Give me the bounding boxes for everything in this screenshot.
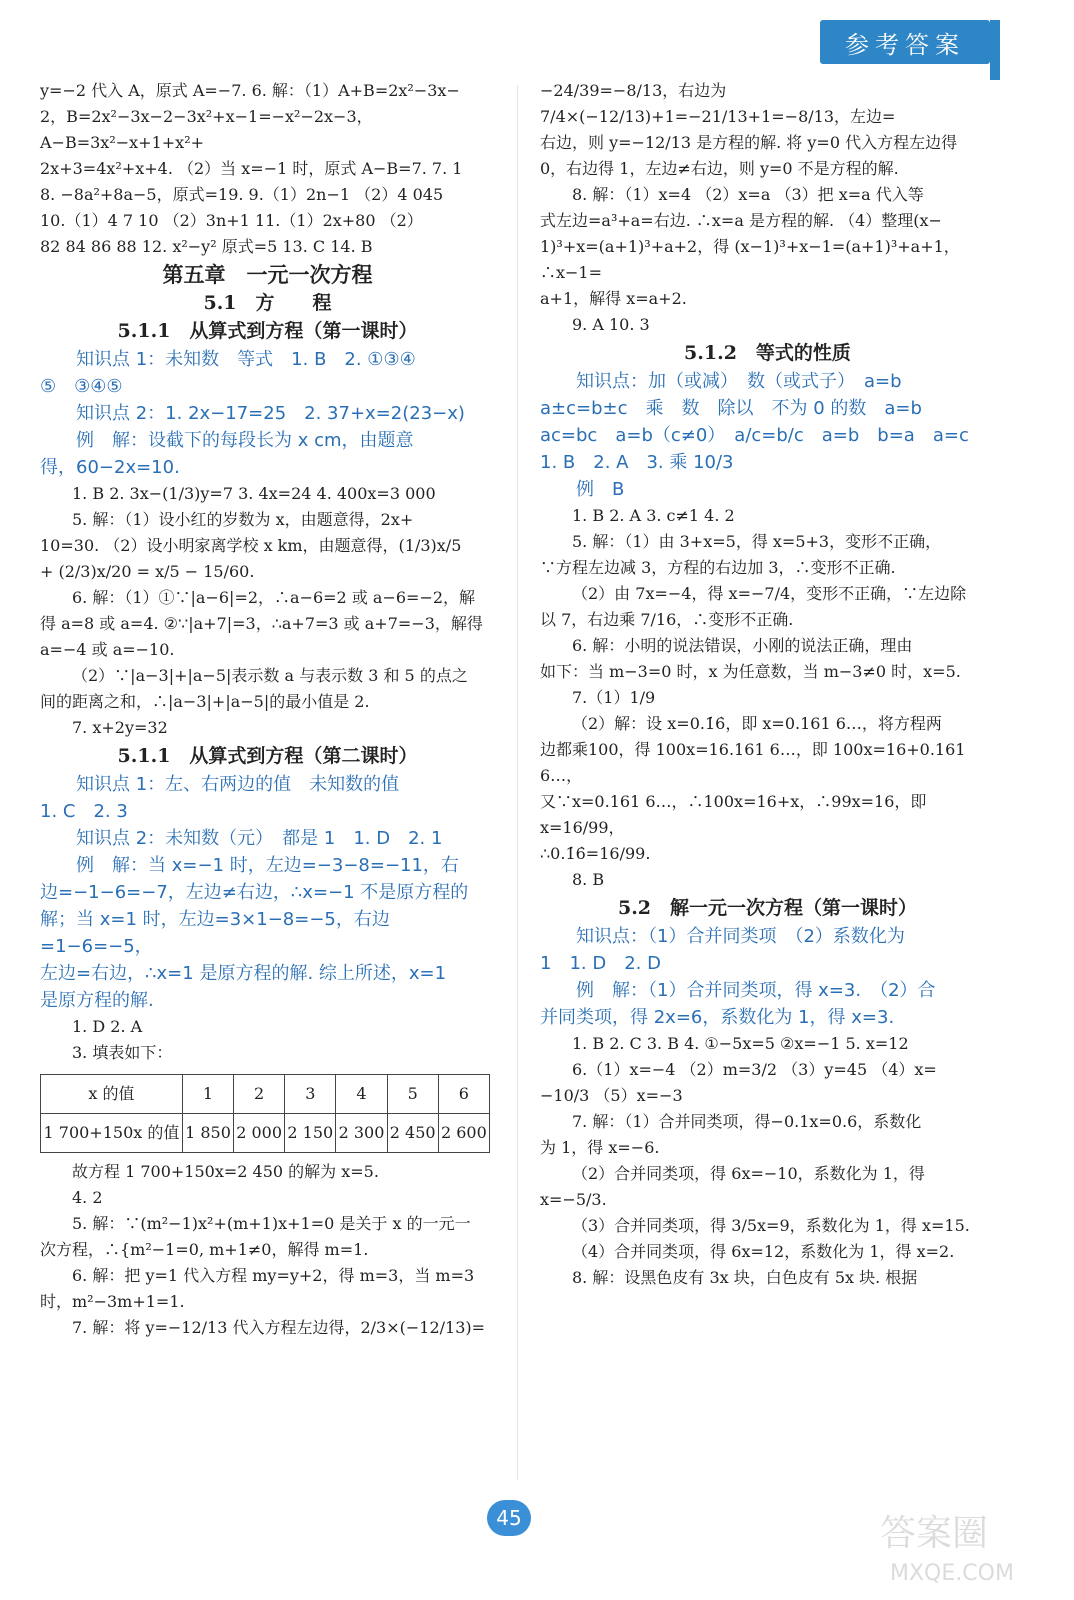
text-line: 6. 解：（1）①∵|a−6|=2，∴a−6=2 或 a−6=−2，解 (72, 588, 476, 607)
text-line: 6. 解：把 y=1 代入方程 my=y+2，得 m=3，当 m=3 (72, 1266, 475, 1285)
text-line: （2）解：设 x=0.1̇6̇，即 x=0.161 6…，将方程两 (572, 714, 942, 733)
left-column (40, 78, 495, 1341)
text-line: x=−5/3. (540, 1190, 607, 1209)
table-cell: 4 (336, 1075, 387, 1114)
right-column (540, 78, 995, 1291)
table-cell: 1 700+150x 的值 (41, 1114, 183, 1153)
column-divider (517, 85, 518, 1480)
text-line: 9. A 10. 3 (572, 315, 650, 334)
section-title: 5.2 解一元一次方程（第一课时） (617, 897, 918, 919)
text-line: 8. 解：设黑色皮有 3x 块，白色皮有 5x 块. 根据 (572, 1268, 918, 1287)
text-line: 7. x+2y=32 (72, 718, 168, 737)
text-line: a=−4 或 a=−10. (40, 640, 175, 659)
text-line: 4. 2 (72, 1188, 103, 1207)
text-line: 1. B 2. C 3. B 4. ①−5x=5 ②x=−1 5. x=12 (572, 1034, 909, 1053)
text-line: 6. 解：小明的说法错误，小刚的说法正确，理由 (572, 636, 913, 655)
text-line: 式左边=a³+a=右边. ∴x=a 是方程的解. （4）整理(x− (540, 211, 942, 230)
text-line: 边都乘100，得 100x=16.161 6…，即 100x=16+0.161 6…， (540, 740, 966, 785)
example-line: 例 解：当 x=−1 时，左边=−3−8=−11，右 (76, 855, 459, 876)
text-line: 10=30. （2）设小明家离学校 x km，由题意得，(1/3)x/5 (40, 536, 462, 555)
example-line: 并同类项，得 2x=6，系数化为 1，得 x=3. (540, 1007, 895, 1028)
table-cell: x 的值 (41, 1075, 183, 1114)
text-line: （3）合并同类项，得 3/5x=9，系数化为 1，得 x=15. (572, 1216, 970, 1235)
example-line: 是原方程的解. (40, 990, 154, 1011)
text-line: 次方程，∴{m²−1=0, m+1≠0，解得 m=1. (40, 1240, 369, 1259)
text-line: ∴0.1̇6̇=16/99. (540, 844, 651, 863)
text-line: 5. 解：∵(m²−1)x²+(m+1)x+1=0 是关于 x 的一元一 (72, 1214, 471, 1233)
text-line: 时，m²−3m+1=1. (40, 1292, 185, 1311)
example-line: 解；当 x=1 时，左边=3×1−8=−5，右边=1−6=−5， (40, 909, 390, 957)
text-line: 如下：当 m−3=0 时，x 为任意数，当 m−3≠0 时，x=5. (540, 662, 961, 681)
text-line: a+1，解得 x=a+2. (540, 289, 687, 308)
table-cell: 3 (285, 1075, 336, 1114)
value-table (40, 1074, 490, 1153)
text-line: 得 a=8 或 a=4. ②∵|a+7|=3，∴a+7=3 或 a+7=−3，解得 (40, 614, 483, 633)
subsection-title: 5.1.2 等式的性质 (684, 342, 851, 364)
text-line: （2）∵|a−3|+|a−5|表示数 a 与表示数 3 和 5 的点之 (72, 666, 468, 685)
text-line: 5. 解：（1）设小红的岁数为 x，由题意得，2x+ (72, 510, 414, 529)
text-line: 1. B 2. 3x−(1/3)y=7 3. 4x=24 4. 400x=3 000 (72, 484, 436, 503)
watermark-url: MXQE.COM (890, 1561, 1014, 1586)
chapter-title: 第五章 一元一次方程 (162, 262, 373, 287)
text-line: 以 7，右边乘 7/16，∴变形不正确. (540, 610, 794, 629)
text-line: （2）由 7x=−4，得 x=−7/4，变形不正确，∵左边除 (572, 584, 967, 603)
text-line: 1. B 2. A 3. c≠1 4. 2 (572, 506, 735, 525)
knowledge-point: a±c=b±c 乘 数 除以 不为 0 的数 a=b (540, 398, 922, 419)
example-line: 例 解：设截下的每段长为 x cm，由题意 (76, 430, 414, 451)
knowledge-point: ac=bc a=b（c≠0） a/c=b/c a=b b=a a=c (540, 425, 969, 446)
text-line: 右边，则 y=−12/13 是方程的解. 将 y=0 代入方程左边得 (540, 133, 958, 152)
text-line: 2x+3=4x²+x+4. （2）当 x=−1 时，原式 A−B=7. 7. 1 (40, 159, 463, 178)
example-line: 例 B (576, 479, 625, 500)
text-line: （2）合并同类项，得 6x=−10，系数化为 1，得 (572, 1164, 925, 1183)
knowledge-point: 1 1. D 2. D (540, 953, 661, 974)
table-cell: 2 600 (438, 1114, 489, 1153)
text-line: 7.（1）1/9 (572, 688, 656, 707)
example-line: 得，60−2x=10. (40, 457, 180, 478)
table-cell: 2 (234, 1075, 285, 1114)
watermark-text: 答案圈 (880, 1513, 989, 1554)
text-line: 5. 解：（1）由 3+x=5，得 x=5+3，变形不正确， (572, 532, 942, 551)
section-title: 5.1 方 程 (203, 292, 332, 314)
text-line: 8. 解：（1）x=4 （2）x=a （3）把 x=a 代入等 (572, 185, 924, 204)
text-line: 7. 解：（1）合并同类项，得−0.1x=0.6，系数化 (572, 1112, 922, 1131)
text-line: −24/39=−8/13，右边为 7/4×(−12/13)+1=−21/13+1=−8/13，左边= (540, 81, 896, 126)
text-line: 82 84 86 88 12. x²−y² 原式=5 13. C 14. B (40, 237, 373, 256)
text-line: （4）合并同类项，得 6x=12，系数化为 1，得 x=2. (572, 1242, 955, 1261)
knowledge-point: 知识点：（1）合并同类项 （2）系数化为 (576, 926, 905, 947)
table-cell: 5 (387, 1075, 438, 1114)
text-line: 间的距离之和，∴|a−3|+|a−5|的最小值是 2. (40, 692, 370, 711)
table-cell: 2 300 (336, 1114, 387, 1153)
text-line: y=−2 代入 A，原式 A=−7. 6. 解：（1）A+B=2x²−3x− (40, 81, 460, 100)
text-line: ∵方程左边减 3，方程的右边加 3，∴变形不正确. (540, 558, 896, 577)
text-line: 8. −8a²+8a−5，原式=19. 9.（1）2n−1 （2）4 045 (40, 185, 444, 204)
answer-key-badge: 参考答案 (820, 20, 990, 64)
table-cell: 1 (182, 1075, 233, 1114)
table-row (41, 1075, 490, 1114)
text-line: −10/3 （5）x=−3 (540, 1086, 683, 1105)
knowledge-point: 知识点 2：未知数（元） 都是 1 1. D 2. 1 (76, 828, 443, 849)
knowledge-point: 知识点 1：左、右两边的值 未知数的值 (76, 774, 400, 795)
knowledge-point: 1. C 2. 3 (40, 801, 128, 822)
table-row (41, 1114, 490, 1153)
example-line: 边=−1−6=−7，左边≠右边，∴x=−1 不是原方程的 (40, 882, 469, 903)
knowledge-point: 知识点 2：1. 2x−17=25 2. 37+x=2(23−x) (76, 403, 465, 424)
knowledge-point: ⑤ ③④⑤ (40, 376, 123, 397)
text-line: 3. 填表如下： (72, 1043, 173, 1062)
text-line: 0，右边得 1，左边≠右边，则 y=0 不是方程的解. (540, 159, 899, 178)
text-line: 故方程 1 700+150x=2 450 的解为 x=5. (72, 1162, 379, 1181)
text-line: 10.（1）4 7 10 （2）3n+1 11.（1）2x+80 （2） (40, 211, 423, 230)
text-line: + (2/3)x/20 = x/5 − 15/60. (40, 562, 255, 581)
text-line: 7. 解：将 y=−12/13 代入方程左边得，2/3×(−12/13)= (72, 1318, 486, 1337)
page-number: 45 (487, 1500, 531, 1536)
text-line: 又∵x=0.161 6…，∴100x=16+x，∴99x=16，即 x=16/99， (540, 792, 927, 837)
subsection-title: 5.1.1 从算式到方程（第一课时） (117, 320, 418, 342)
text-line: 1. D 2. A (72, 1017, 143, 1036)
text-line: 2，B=2x²−3x−2−3x²+x−1=−x²−2x−3，A−B=3x²−x+1+x²+ (40, 107, 373, 152)
text-line: 为 1，得 x=−6. (540, 1138, 660, 1157)
table-cell: 2 450 (387, 1114, 438, 1153)
table-cell: 2 000 (234, 1114, 285, 1153)
watermark-logo (860, 1500, 1060, 1590)
knowledge-point: 知识点：加（或减） 数（或式子） a=b (576, 371, 902, 392)
example-line: 例 解：（1）合并同类项，得 x=3. （2）合 (576, 980, 936, 1001)
table-cell: 1 850 (182, 1114, 233, 1153)
example-line: 左边=右边，∴x=1 是原方程的解. 综上所述，x=1 (40, 963, 447, 984)
knowledge-point: 知识点 1：未知数 等式 1. B 2. ①③④ (76, 349, 416, 370)
text-line: 8. B (572, 870, 605, 889)
subsection-title: 5.1.1 从算式到方程（第二课时） (117, 745, 418, 767)
text-line: 6.（1）x=−4 （2）m=3/2 （3）y=45 （4）x= (572, 1060, 937, 1079)
table-cell: 6 (438, 1075, 489, 1114)
table-cell: 2 150 (285, 1114, 336, 1153)
text-line: 1)³+x=(a+1)³+a+2，得 (x−1)³+x−1=(a+1)³+a+1，∴x−1= (540, 237, 960, 282)
knowledge-point: 1. B 2. A 3. 乘 10/3 (540, 452, 734, 473)
